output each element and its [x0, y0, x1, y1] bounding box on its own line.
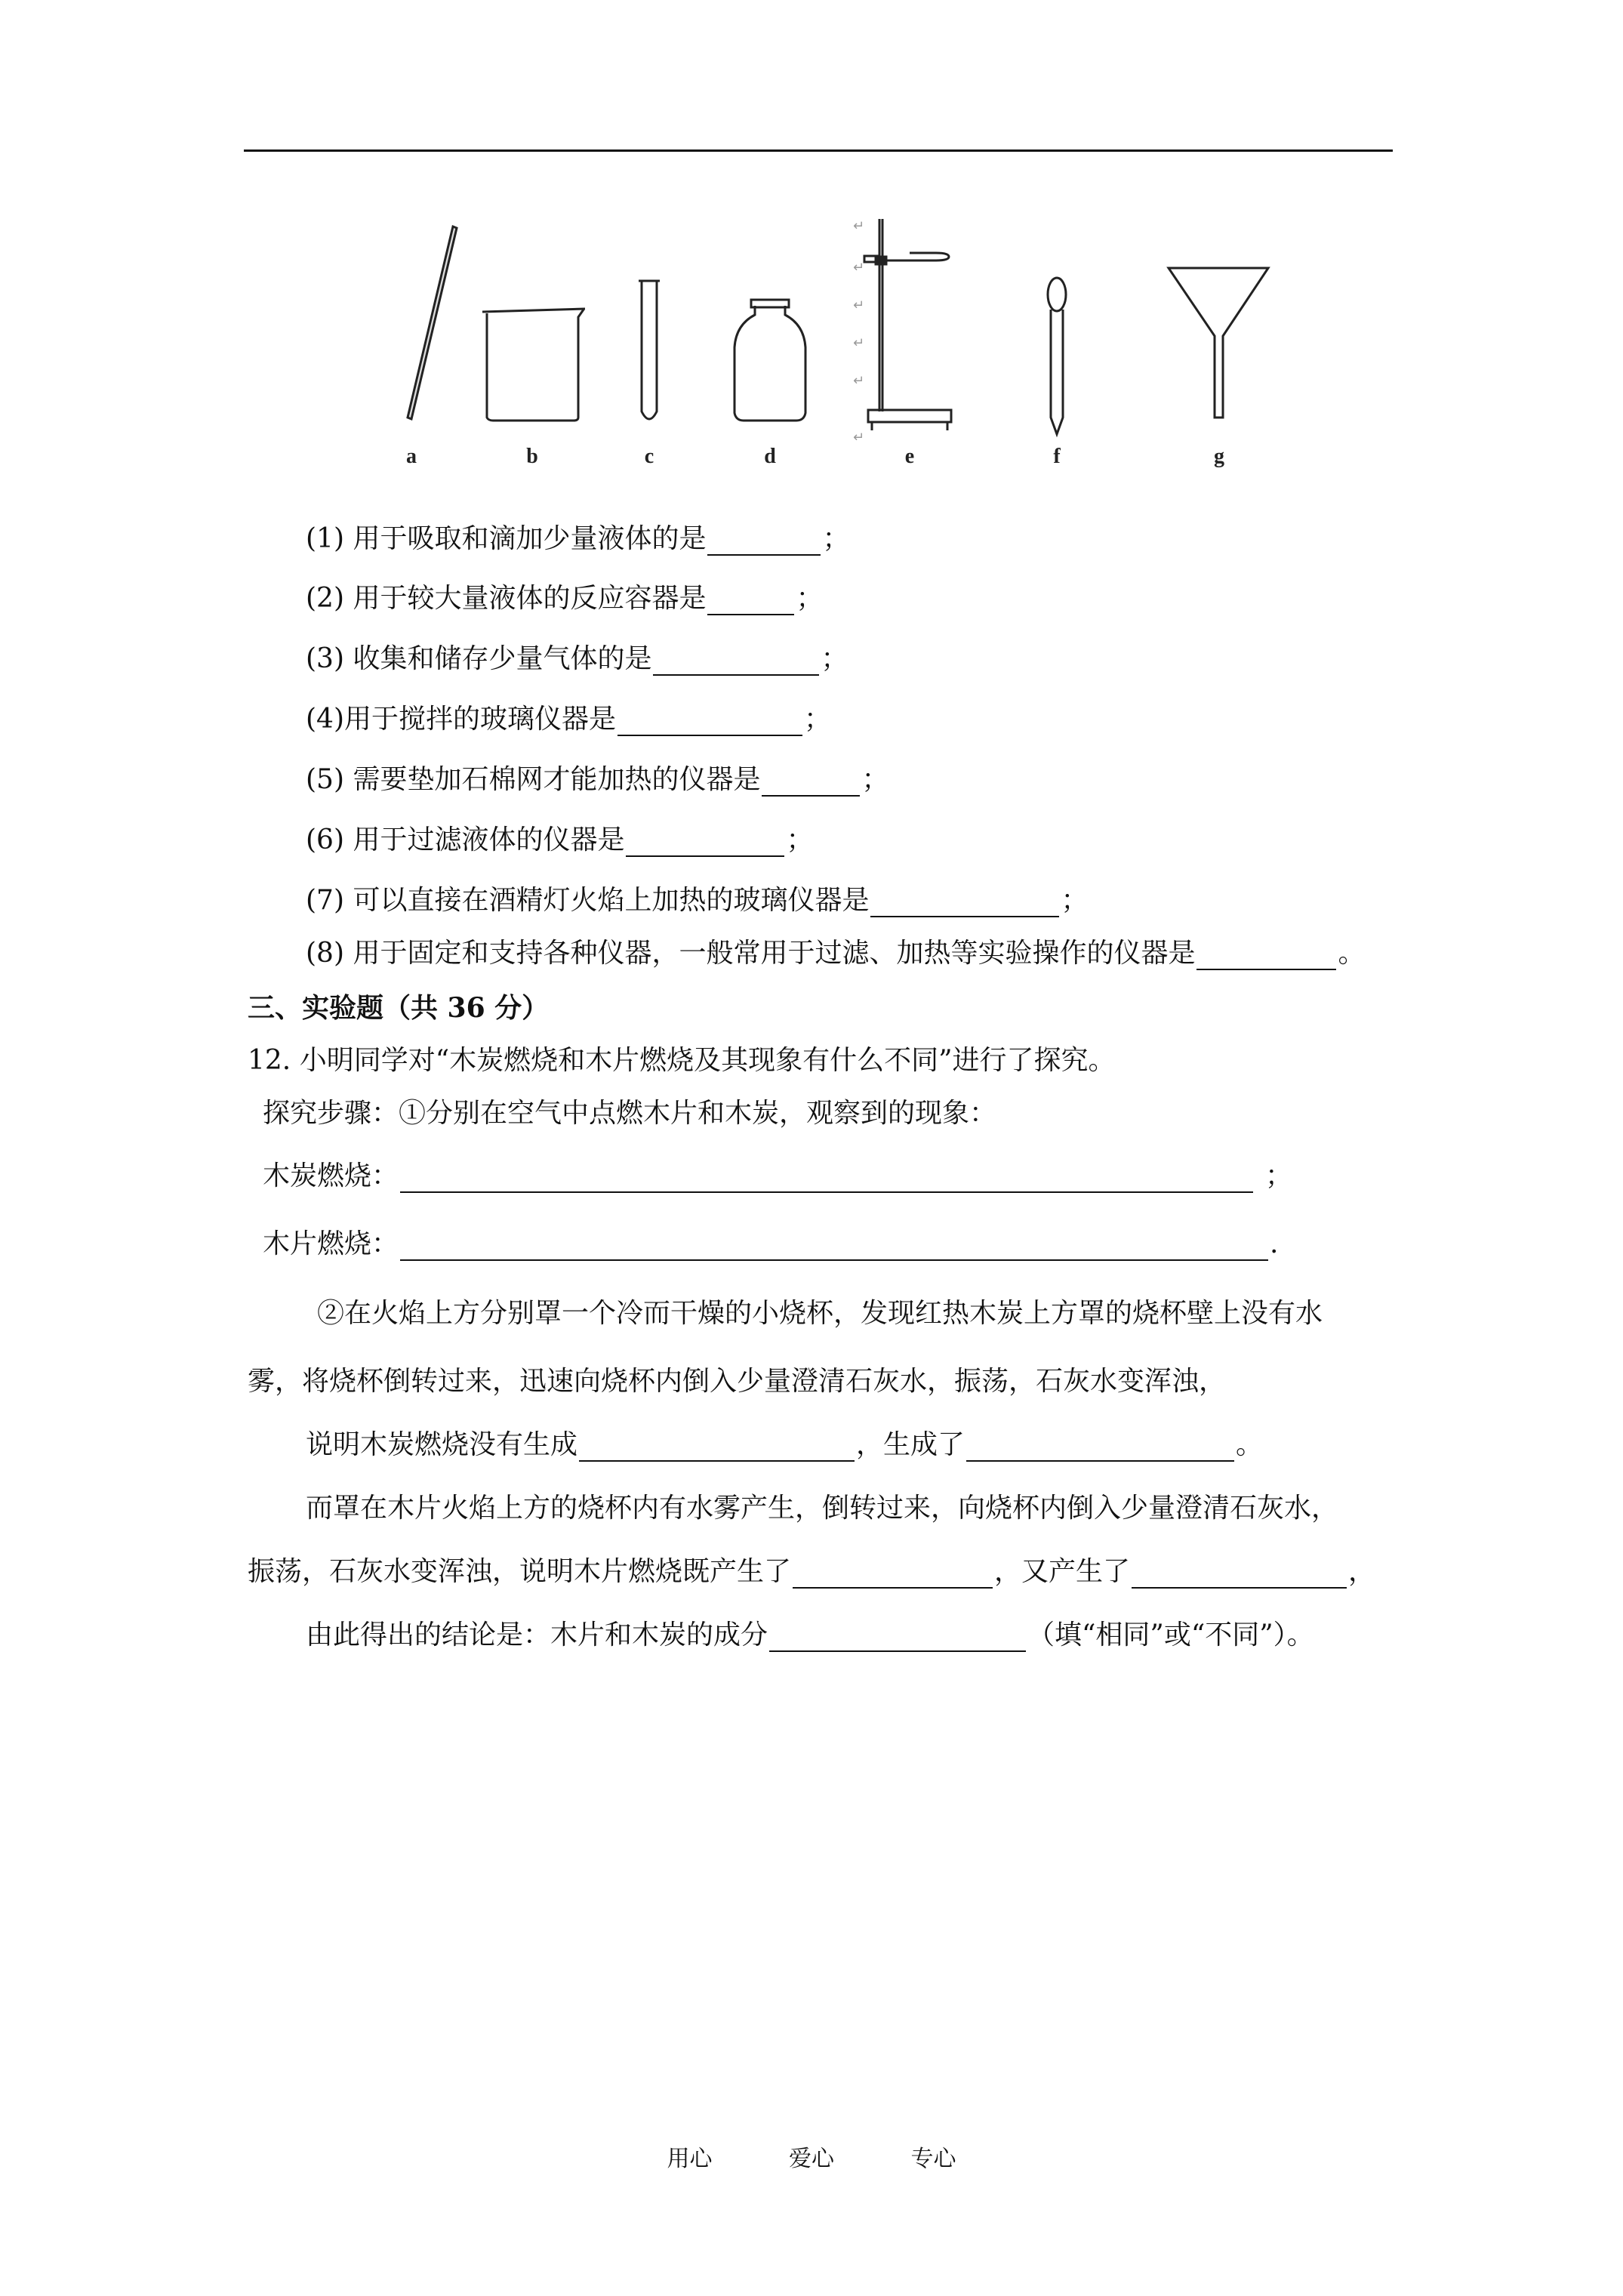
svg-text:↵: ↵ — [853, 335, 865, 351]
label-b: b — [526, 445, 538, 468]
label-d: d — [764, 445, 776, 468]
answer-blank-3[interactable] — [653, 647, 819, 676]
glass-rod-icon — [408, 227, 457, 419]
question-6: (6) 用于过滤液体的仪器是 ； — [306, 824, 814, 855]
label-e: e — [904, 445, 915, 468]
step-1: 探究步骤：①分别在空气中点燃木片和木炭，观察到的现象： — [263, 1098, 997, 1129]
produced-blank[interactable] — [966, 1433, 1234, 1462]
question-12-intro: 12. 小明同学对“木炭燃烧和木片燃烧及其现象有什么不同”进行了探究。 — [248, 1045, 1116, 1076]
iron-stand-icon — [864, 219, 951, 430]
answer-blank-4[interactable] — [617, 707, 802, 736]
apparatus-figure — [381, 215, 1224, 483]
answer-blank-1[interactable] — [707, 527, 821, 556]
step-2-line-1: ②在火焰上方分别罩一个冷而干燥的小烧杯，发现红热木炭上方罩的烧杯壁上没有水 — [317, 1298, 1323, 1329]
label-g: g — [1214, 445, 1224, 468]
answer-blank-6[interactable] — [626, 828, 784, 857]
step-2-line-2: 雾，将烧杯倒转过来，迅速向烧杯内倒入少量澄清石灰水，振荡，石灰水变浑浊， — [248, 1366, 1227, 1397]
footer-item: 专心 — [910, 2146, 956, 2172]
question-8: (8) 用于固定和支持各种仪器，一般常用于过滤、加热等实验操作的仪器是 。 — [306, 938, 1366, 969]
svg-text:↵: ↵ — [853, 373, 865, 389]
svg-text:↵: ↵ — [853, 430, 865, 445]
wood-line-2: 振荡，石灰水变浑浊，说明木片燃烧既产生了 ，又产生了 ， — [248, 1556, 1376, 1587]
label-f: f — [1053, 445, 1061, 468]
answer-blank-5[interactable] — [762, 768, 860, 797]
test-tube-icon — [639, 281, 660, 419]
svg-text:↵: ↵ — [853, 297, 865, 313]
wood-line-1: 而罩在木片火焰上方的烧杯内有水雾产生，倒转过来，向烧杯内倒入少量澄清石灰水， — [306, 1493, 1339, 1524]
answer-blank-8[interactable] — [1196, 942, 1336, 970]
charcoal-observation: 木炭燃烧： ； — [263, 1160, 1293, 1191]
question-5: (5) 需要垫加石棉网才能加热的仪器是 ； — [306, 764, 889, 795]
footer-item: 爱心 — [789, 2146, 834, 2172]
beaker-icon — [482, 309, 585, 421]
question-2: (2) 用于较大量液体的反应容器是 ； — [306, 583, 824, 614]
funnel-shape — [1169, 268, 1268, 418]
question-4: (4)用于搅拌的玻璃仪器是 ； — [306, 704, 832, 735]
charcoal-blank[interactable] — [400, 1164, 1253, 1193]
question-1: (1) 用于吸取和滴加少量液体的是 ； — [306, 523, 850, 554]
section-heading: 三、实验题（共 36 分） — [248, 992, 550, 1024]
not-produced-blank[interactable] — [579, 1433, 855, 1462]
label-a: a — [406, 445, 417, 468]
charcoal-conclusion: 说明木炭燃烧没有生成 ，生成了 。 — [306, 1429, 1264, 1460]
wood-observation: 木片燃烧： . — [263, 1228, 1279, 1259]
footer-item: 用心 — [667, 2146, 713, 2172]
label-c: c — [644, 445, 654, 468]
answer-blank-7[interactable] — [870, 889, 1059, 917]
wood-blank[interactable] — [400, 1232, 1268, 1261]
page-footer — [0, 2144, 1623, 2174]
header-rule — [244, 149, 1393, 152]
conclusion-blank[interactable] — [769, 1623, 1026, 1652]
conclusion-line: 由此得出的结论是：木片和木炭的成分 （填“相同”或“不同”）。 — [306, 1620, 1314, 1650]
question-7: (7) 可以直接在酒精灯火焰上加热的玻璃仪器是 ； — [306, 885, 1089, 916]
question-3: (3) 收集和储存少量气体的是 ； — [306, 643, 848, 674]
svg-text:↵: ↵ — [853, 260, 865, 276]
svg-text:↵: ↵ — [853, 218, 865, 234]
wood-product-1-blank[interactable] — [793, 1560, 993, 1589]
wood-product-2-blank[interactable] — [1132, 1560, 1347, 1589]
gas-jar-icon — [735, 300, 805, 421]
answer-blank-2[interactable] — [707, 587, 794, 615]
dropper-shape — [1048, 278, 1066, 434]
